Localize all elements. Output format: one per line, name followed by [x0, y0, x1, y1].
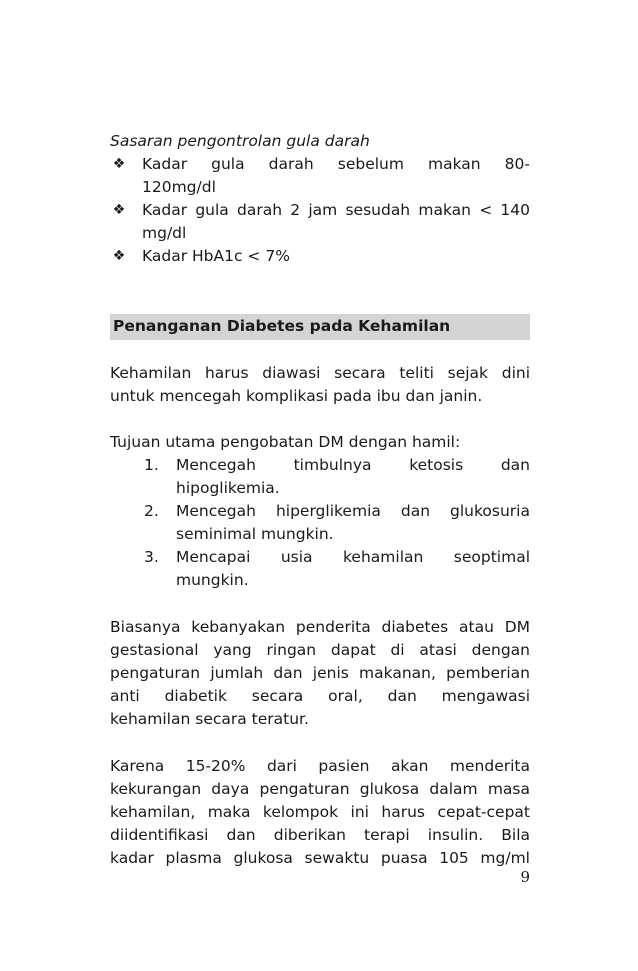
list-item-line: Mencegah timbulnya ketosis dan — [176, 456, 530, 474]
list-item — [110, 500, 530, 546]
goals-list — [110, 454, 530, 592]
paragraph-line: kehamilan secara teratur. — [110, 710, 309, 728]
list-item-line: Mencegah hiperglikemia dan glukosuria — [176, 502, 530, 520]
paragraph-line: kekurangan daya pengaturan glukosa dalam masa — [110, 780, 530, 798]
diamond-bullet-icon: ❖ — [112, 248, 126, 264]
paragraph-line: gestasional yang ringan dapat di atasi dengan — [110, 641, 530, 659]
paragraph — [110, 755, 530, 870]
page-number: 9 — [520, 868, 530, 886]
list-item-line: mungkin. — [176, 571, 249, 589]
list-item — [110, 199, 530, 245]
list-item-line: mg/dl — [142, 224, 187, 242]
paragraph-line: anti diabetik secara oral, dan mengawasi — [110, 687, 530, 705]
list-item-line: Kadar gula darah sebelum makan 80- — [142, 155, 530, 173]
paragraph — [110, 362, 530, 408]
list-item-line: 120mg/dl — [142, 178, 216, 196]
section-heading: Penanganan Diabetes pada Kehamilan — [110, 314, 530, 340]
list-item-line: Mencapai usia kehamilan seoptimal — [176, 548, 530, 566]
list-number: 2. — [144, 502, 159, 520]
paragraph-line: pengaturan jumlah dan jenis makanan, pemberian — [110, 664, 530, 682]
page-content — [110, 130, 530, 870]
paragraph — [110, 616, 530, 731]
paragraph-line: kadar plasma glukosa sewaktu puasa 105 mg/ml — [110, 849, 530, 867]
paragraph-line: Biasanya kebanyakan penderita diabetes atau DM — [110, 618, 530, 636]
list-item-line: hipoglikemia. — [176, 479, 280, 497]
diamond-bullet-icon: ❖ — [112, 156, 126, 172]
paragraph-line: untuk mencegah komplikasi pada ibu dan janin. — [110, 387, 483, 405]
list-item — [110, 245, 530, 268]
paragraph-line: kehamilan, maka kelompok ini harus cepat-cepat — [110, 803, 530, 821]
paragraph-line: Kehamilan harus diawasi secara teliti sejak dini — [110, 364, 530, 382]
list-item — [110, 546, 530, 592]
paragraph-line: Karena 15-20% dari pasien akan menderita — [110, 757, 530, 775]
target-list — [110, 153, 530, 268]
list-item-line: Kadar gula darah 2 jam sesudah makan < 140 — [142, 201, 530, 219]
list-number: 3. — [144, 548, 159, 566]
list-number: 1. — [144, 456, 159, 474]
list-item — [110, 454, 530, 500]
paragraph-line: diidentifikasi dan diberikan terapi insulin. Bila — [110, 826, 530, 844]
subtitle: Sasaran pengontrolan gula darah — [110, 132, 370, 150]
diamond-bullet-icon: ❖ — [112, 202, 126, 218]
list-item-line: seminimal mungkin. — [176, 525, 334, 543]
list-item — [110, 153, 530, 199]
list-item-line: Kadar HbA1c < 7% — [142, 247, 290, 265]
goals-intro: Tujuan utama pengobatan DM dengan hamil: — [110, 433, 461, 451]
